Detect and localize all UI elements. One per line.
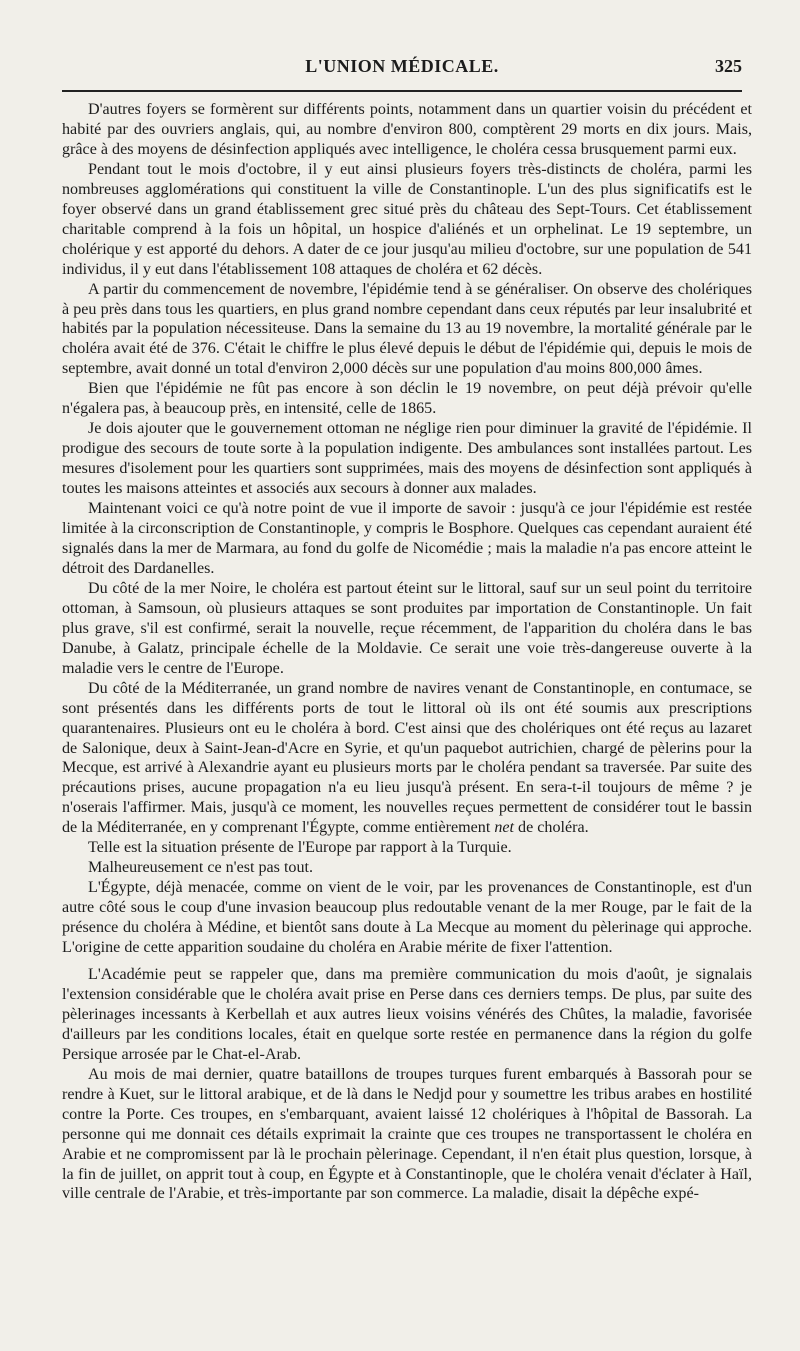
header-rule [62, 90, 742, 92]
paragraph-tail: de choléra. [514, 819, 589, 837]
paragraph: L'Égypte, déjà menacée, comme on vient de le voir, par les provenances de Constantinople, est d'un autre côté sous le coup d'une invasion beaucoup plus redoutable venant de la mer Rouge, par le fait de la présence du choléra à Médine, et bientôt sans doute à La Mecque au moment du pèlerinage qui approche. L'origine de cette apparition soudaine du choléra en Arabie mérite de fixer l'attention. [62, 879, 752, 957]
paragraph: Maintenant voici ce qu'à notre point de vue il importe de savoir : jusqu'à ce jour l'épidémie est restée limitée à la circonscription de Constantinople, y compris le Bosphore. Quelques cas cependant auraient été signalés dans la mer de Marmara, au fond du golfe de Nicomédie ; mais la maladie n'a pas encore atteint le détroit des Dardanelles. [62, 500, 752, 577]
paragraph: Pendant tout le mois d'octobre, il y eut ainsi plusieurs foyers très-distincts de choléra, parmi les nombreuses agglomérations qui constituent la ville de Constantinople. L'un des plus significatifs est le foyer observé dans un grand établissement grec situé près du château des Sept-Tours. Cet établissement charitable comprend à la fois un hôpital, un hospice d'aliénés et un orphelinat. Le 19 septembre, un cholérique y est apporté du dehors. A dater de ce jour jusqu'au milieu d'octobre, sur une population de 541 individus, il y eut dans l'établissement 108 attaques de choléra et 62 décès. [62, 160, 752, 278]
paragraph: D'autres foyers se formèrent sur différents points, notamment dans un quartier voisin du précédent et habité par des ouvriers anglais, qui, au nombre d'environ 800, comptèrent 29 morts en dix jours. Mais, grâce à des moyens de désinfection appliqués avec intelligence, le choléra cessa brusquement parmi eux. [62, 101, 752, 158]
paragraph: Du côté de la mer Noire, le choléra est partout éteint sur le littoral, sauf sur un seul point du territoire ottoman, à Samsoun, où plusieurs attaques se sont produites par importation de Constantinople. Un fait plus grave, s'il est confirmé, serait la nouvelle, reçue récemment, de l'apparition du choléra dans le bas Danube, à Galatz, principale échelle de la Moldavie. Ce serait une voie très-dangereuse ouverte à la maladie vers le centre de l'Europe. [62, 579, 752, 677]
italic-term: net [494, 819, 515, 837]
paragraph: A partir du commencement de novembre, l'épidémie tend à se généraliser. On observe des cholériques à peu près dans tous les quartiers, en plus grand nombre cependant dans ceux réputés par leur insalubrité et habités par la population nécessiteuse. Dans la semaine du 13 au 19 novembre, la mortalité générale par le choléra avait été de 376. C'était le chiffre le plus élevé depuis le début de l'épidémie qui, depuis le mois de septembre, avait donné un total d'environ 2,000 décès sur une population d'au moins 800,000 âmes. [62, 280, 752, 378]
page-header [62, 56, 742, 84]
paragraph: Malheureusement ce n'est pas tout. [88, 859, 314, 877]
paragraph: Bien que l'épidémie ne fût pas encore à son déclin le 19 novembre, on peut déjà prévoir qu'elle n'égalera pas, à beaucoup près, en intensité, celle de 1865. [62, 380, 752, 418]
paragraph: Je dois ajouter que le gouvernement ottoman ne néglige rien pour diminuer la gravité de l'épidémie. Il prodigue des secours de toute sorte à la population indigente. Des ambulances sont installées partout. Les mesures d'isolement pour les quartiers sont supprimées, mais des moyens de désinfection sont appliqués à toutes les maisons atteintes et associés aux secours à donner aux malades. [62, 420, 752, 498]
paragraph-text: Du côté de la Méditerranée, un grand nombre de navires venant de Constantinople, en contumace, se sont présentés dans les différents ports de tout le littoral où ils ont été soumis aux prescriptions quarantenaires. Plusieurs ont eu le choléra à bord. C'est ainsi que des cholériques ont été reçus au lazaret de Salonique, deux à Saint-Jean-d'Acre en Syrie, et qu'un paquebot autrichien, chargé de pèlerins pour la Mecque, est arrivé à Alexandrie ayant eu plusieurs morts par le choléra pendant sa traversée. Par suite des précautions prises, aucune propagation n'a eu lieu jusqu'à présent. En sera-t-il toujours de même ? je n'oserais l'affirmer. Mais, jusqu'à ce moment, les nouvelles reçues permettent de considérer tout le bassin de la Méditerranée, en y comprenant l'Égypte, comme entièrement [62, 679, 752, 837]
paragraph: Au mois de mai dernier, quatre bataillons de troupes turques furent embarqués à Bassorah pour se rendre à Kuet, sur le littoral arabique, et de là dans le Nedjd pour y soumettre les tribus arabes en hostilité contre la Porte. Ces troupes, en s'embarquant, avaient laissé 12 cholériques à l'hôpital de Bassorah. La personne qui me donnait ces détails exprimait la crainte que ces troupes ne transportassent le choléra en Arabie et ne compromissent par là le prochain pèlerinage. Cependant, il n'en était plus question, lorsque, à la fin de juillet, on apprit tout à coup, en Égypte et à Constantinople, que le choléra venait d'éclater à Haïl, ville centrale de l'Arabie, et très-importante par son commerce. La maladie, disait la dépêche expé- [62, 1065, 752, 1203]
body-text [62, 100, 752, 1204]
running-title: L'UNION MÉDICALE. [305, 56, 499, 76]
paragraph [62, 679, 752, 839]
page-number: 325 [715, 56, 742, 76]
paragraph: L'Académie peut se rappeler que, dans ma première communication du mois d'août, je signalais l'extension considérable que le choléra avait prise en Perse dans ces derniers temps. De plus, par suite des pèlerinages incessants à Kerbellah et aux autres lieux voisins vénérés des Chûtes, la maladie, favorisée d'ailleurs par les conditions locales, était en quelque sorte restée en permanence dans la région du golfe Persique arrosée par le Chat-el-Arab. [62, 965, 752, 1063]
paragraph: Telle est la situation présente de l'Europe par rapport à la Turquie. [88, 839, 512, 857]
